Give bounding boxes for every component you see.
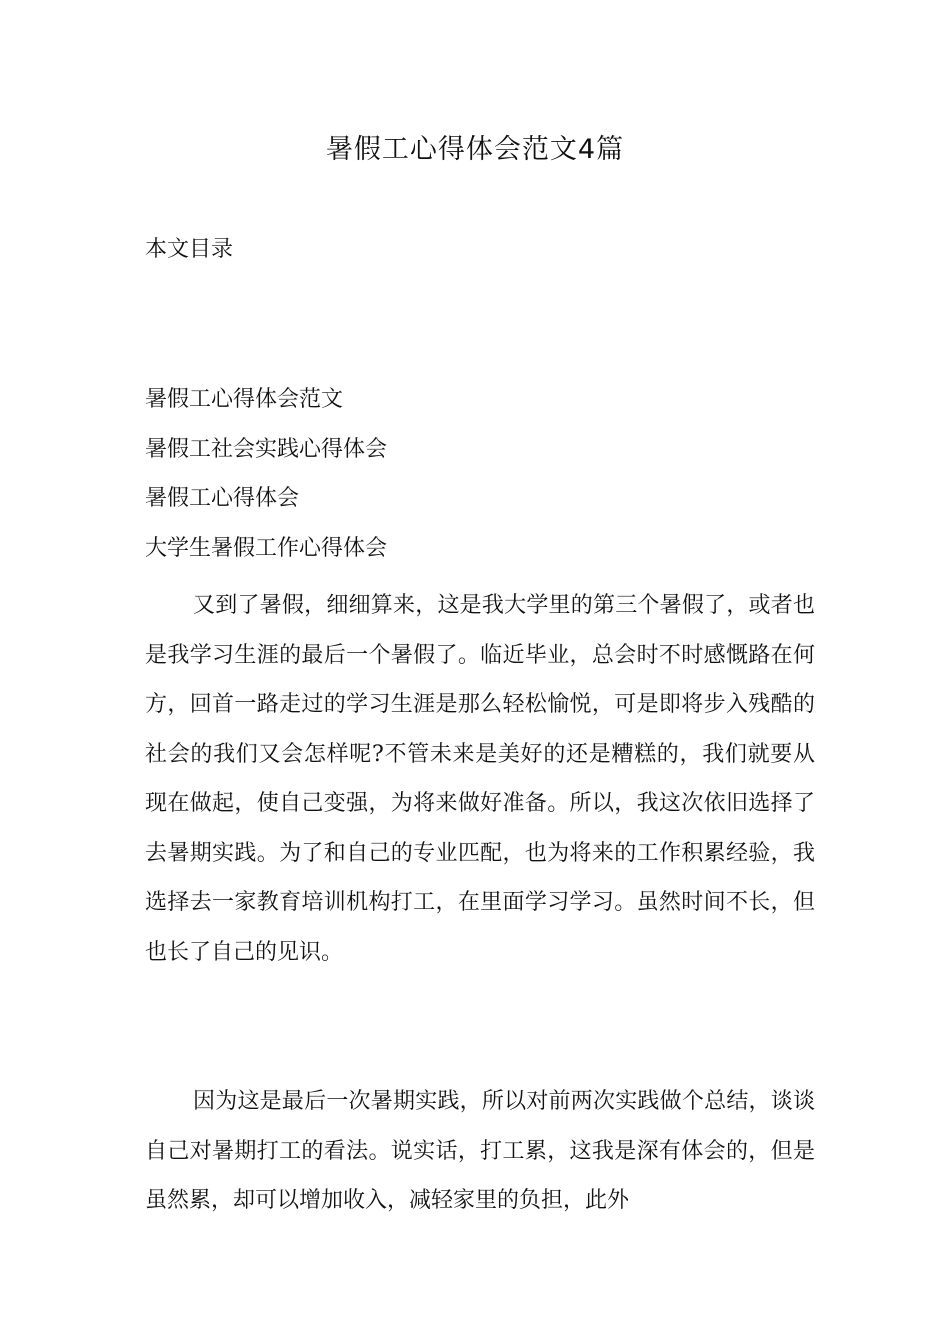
toc-item-4[interactable]: 大学生暑假工作心得体会 <box>145 535 388 561</box>
toc-item-3[interactable]: 暑假工心得体会 <box>145 486 300 511</box>
body-paragraph-2: 因为这是最后一次暑期实践，所以对前两次实践做个总结，谈谈自己对暑期打工的看法。说实话，打工累，这我是深有体会的，但是虽然累，却可以增加收入，减轻家里的负担，此外 <box>145 1089 815 1213</box>
toc-heading: 本文目录 <box>145 237 234 262</box>
document-title: 暑假工心得体会范文4篇 <box>325 134 625 165</box>
body-paragraph-1: 又到了暑假，细细算来，这是我大学里的第三个暑假了，或者也是我学习生涯的最后一个暑假了。临近毕业，总会时不时感慨路在何方，回首一路走过的学习生涯是那么轻松愉悦，可是即将步入残酷的社会的我们又会怎样呢?不管未来是美好的还是糟糕的，我们就要从现在做起，使自己变强，为将来做好准备。所以，我这次依旧选择了去暑期实践。为了和自己的专业匹配，也为将来的工作积累经验，我选择去一家教育培训机构打工，在里面学习学习。虽然时间不长，但也长了自己的见识。 <box>145 593 815 965</box>
toc-item-1[interactable]: 暑假工心得体会范文 <box>145 387 344 412</box>
table-of-contents <box>145 382 387 580</box>
toc-item-2[interactable]: 暑假工社会实践心得体会 <box>145 436 388 462</box>
